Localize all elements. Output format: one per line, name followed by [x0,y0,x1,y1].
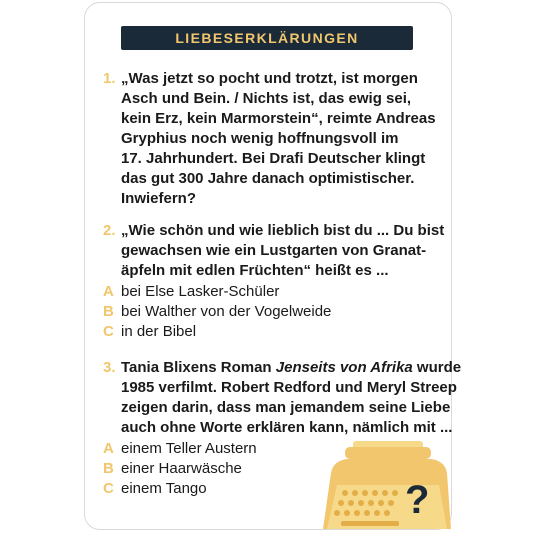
question-2 [103,221,445,341]
question-line: „Wie schön und wie lieblich bist du ... Du bist [121,222,445,239]
question-line: 17. Jahrhundert. Bei Drafi Deutscher klingt [121,150,426,167]
question-line: Gryphius noch wenig hoffnungsvoll im [121,130,399,147]
answer-option-b [103,301,433,321]
question-line-start: Tania Blixens Roman [121,359,276,376]
answer-option-c [103,321,433,341]
answer-option-a [103,281,433,301]
option-letter: C [103,479,114,497]
question-mark: ? [405,478,430,522]
option-letter: A [103,439,114,457]
option-text: in der Bibel [121,322,197,340]
option-text: bei Else Lasker-Schüler [121,282,280,300]
category-title: LIEBESERKLÄRUNGEN [175,30,359,46]
question-number: 1. [103,70,116,87]
question-line: gewachsen wie ein Lustgarten von Granat- [121,242,427,259]
question-line: das gut 300 Jahre danach optimistischer. [121,170,415,187]
question-line: äpfeln mit edlen Früchten“ heißt es ... [121,262,389,279]
question-line: 1985 verfilmt. Robert Redford und Meryl Streep [121,379,457,396]
option-text: einem Teller Austern [121,439,257,457]
typewriter-icon [323,433,451,529]
option-text: einer Haarwäsche [121,459,242,477]
question-text [121,358,462,438]
category-banner [121,26,413,50]
question-text [121,69,436,209]
quiz-card [84,2,462,530]
option-text: einem Tango [121,479,207,497]
question-line: kein Erz, kein Marmorstein“, reimte Andreas [121,110,436,127]
question-line-end: wurde [412,359,462,376]
question-line: Inwiefern? [121,190,197,207]
question-number: 3. [103,359,116,376]
question-1 [103,69,436,209]
question-line [121,358,462,378]
question-line: auch ohne Worte erklären kann, nämlich mit ... [121,419,453,436]
question-line: zeigen darin, dass man jemandem seine Liebe [121,399,451,416]
question-text [121,221,445,281]
option-letter: A [103,282,114,300]
question-line: Asch und Bein. / Nichts ist, das ewig sei, [121,90,412,107]
option-letter: C [103,322,114,340]
answer-options [103,281,433,341]
question-number: 2. [103,222,116,239]
option-text: bei Walther von der Vogelweide [121,302,332,320]
question-line: „Was jetzt so pocht und trotzt, ist morgen [121,70,418,87]
novel-title: Jenseits von Afrika [275,359,413,376]
option-letter: B [103,302,114,320]
option-letter: B [103,459,114,477]
